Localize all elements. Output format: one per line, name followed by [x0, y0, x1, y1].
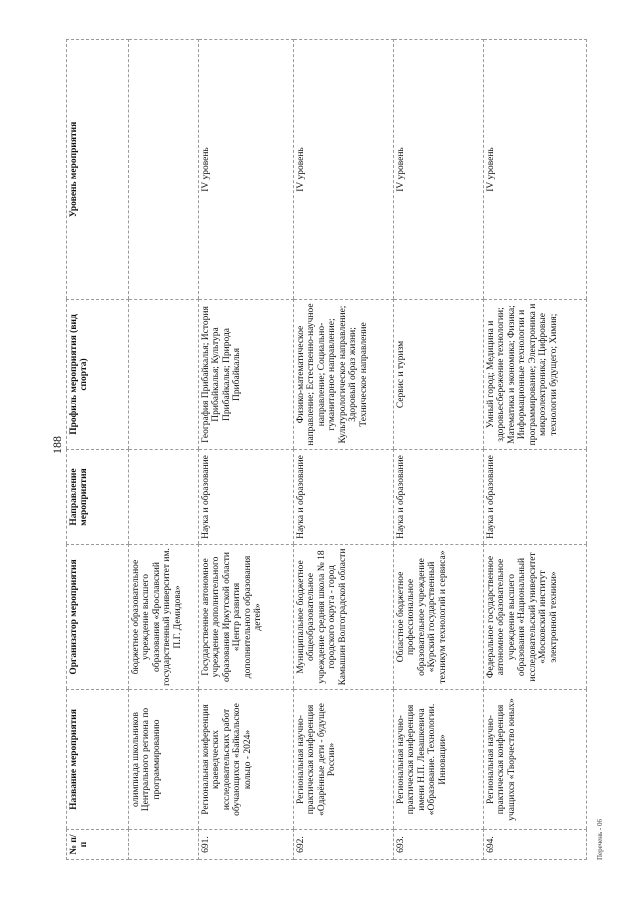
table-row: [484, 40, 587, 860]
page-number: 188: [50, 436, 64, 454]
row-name: олимпиада школьников Центрального региона по программированию: [129, 690, 199, 830]
row-num: 693.: [394, 830, 484, 860]
table-row: [129, 40, 199, 860]
row-profile: Умный город; Медицина и здоровьесбережение технологии; Математика и экономика; Физика; Информационные технологии и программирование; Электроника и микроэлектроника; Цифровые технологии будущего; Химия;: [484, 300, 587, 450]
row-organizer: Государственное автономное учреждение дополнительного образования Иркутской области «Центр развития дополнительного образования детей»: [199, 545, 294, 690]
row-profile: Физико-математическое направление; Естественно-научное направление; Социально-гуманитарное направление; Культурологическое направление; Здоровый образ жизни; Техническое направление: [294, 300, 394, 450]
row-num: 694.: [484, 830, 587, 860]
row-direction: Наука и образование: [394, 450, 484, 545]
table-header-row: [67, 40, 129, 860]
row-direction: [129, 450, 199, 545]
row-num: 691.: [199, 830, 294, 860]
row-num: 692.: [294, 830, 394, 860]
row-direction: Наука и образование: [294, 450, 394, 545]
table-row: [294, 40, 394, 860]
row-level: IV уровень: [484, 40, 587, 300]
row-direction: Наука и образование: [199, 450, 294, 545]
row-organizer: Муниципальное бюджетное общеобразовательное учреждение средняя школа № 18 городского округа - город Камышин Волгоградской области: [294, 545, 394, 690]
header-profile: Профиль мероприятия (вид спорта): [67, 300, 129, 450]
row-level: IV уровень: [394, 40, 484, 300]
row-organizer: Федеральное государственное автономное образовательное учреждение высшего образования «Национальный исследовательский университет «Московский институт электронной техники»: [484, 545, 587, 690]
row-name: Региональная научно-практическая конференция имени Н.П. Левашкевича «Образование. Технологии. Инновации»: [394, 690, 484, 830]
row-direction: Наука и образование: [484, 450, 587, 545]
row-level: [129, 40, 199, 300]
row-organizer: Областное бюджетное профессиональное образовательное учреждение «Курский государственный техникум технологий и сервиса»: [394, 545, 484, 690]
footer-note: Перечень - 06: [596, 819, 604, 860]
row-profile: География Прибайкалья; История Прибайкалья; Культура Прибайкалья; Природа Прибайкалья: [199, 300, 294, 450]
table-row: [394, 40, 484, 860]
table-row: [199, 40, 294, 860]
document-page: [50, 40, 610, 860]
header-direction: Направление мероприятия: [67, 450, 129, 545]
row-profile: Сервис и туризм: [394, 300, 484, 450]
row-level: IV уровень: [294, 40, 394, 300]
row-profile: [129, 300, 199, 450]
header-num: № п/п: [67, 830, 129, 860]
events-table: [66, 39, 587, 860]
row-name: Региональная научно-практическая конференция учащихся «Творчество юных»: [484, 690, 587, 830]
row-level: IV уровень: [199, 40, 294, 300]
row-num: [129, 830, 199, 860]
row-organizer: бюджетное образовательное учреждение высшего образования «Ярославский государственный университет им. П.Г. Демидова»: [129, 545, 199, 690]
header-name: Название мероприятия: [67, 690, 129, 830]
row-name: Региональная конференция краеведческих исследовательских работ обучающихся «Байкальское кольцо - 2024»: [199, 690, 294, 830]
header-organizer: Организатор мероприятия: [67, 545, 129, 690]
header-level: Уровень мероприятия: [67, 40, 129, 300]
row-name: Региональная научно-практическая конференция «Одарённые дети - будущее России»: [294, 690, 394, 830]
